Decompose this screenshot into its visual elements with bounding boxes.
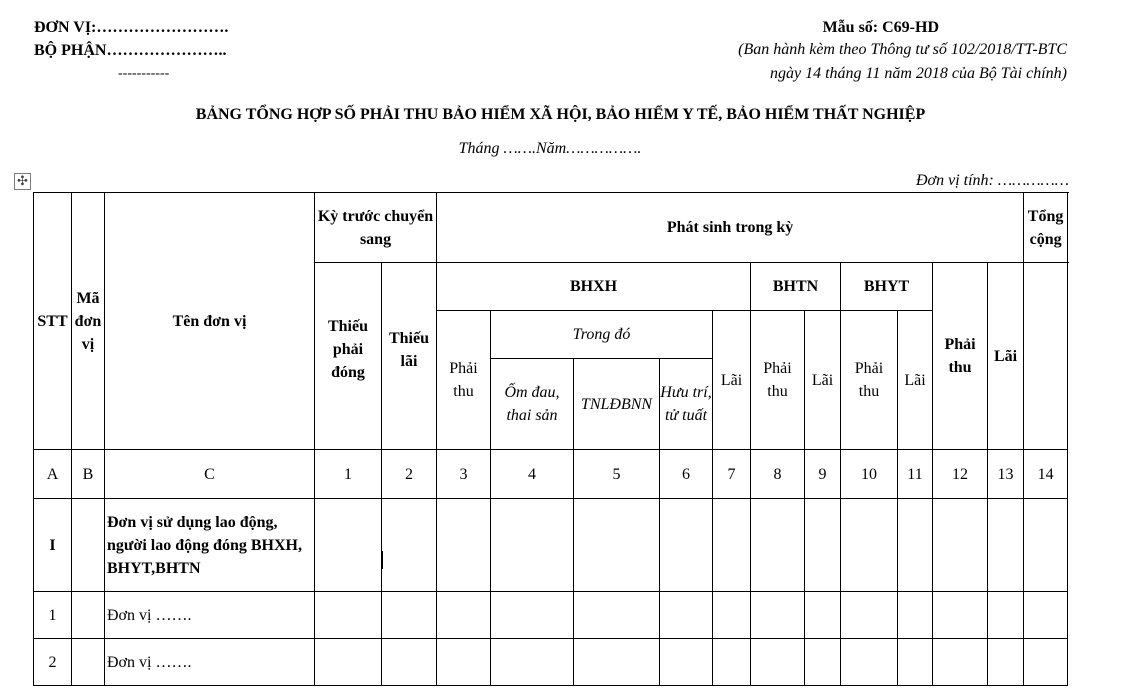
cell[interactable]: [660, 639, 713, 686]
header-total-receivable: Phải thu: [933, 263, 988, 450]
col-code: 3: [437, 450, 491, 499]
col-code: B: [72, 450, 105, 499]
unit-of-measure: Đơn vị tính: ……………: [916, 172, 1069, 189]
row-stt: I: [34, 499, 72, 592]
cell[interactable]: [841, 499, 898, 592]
header-unit-code: Mã đơn vị: [72, 193, 105, 450]
issued-note-line-2: ngày 14 tháng 11 năm 2018 của Bộ Tài chính): [769, 65, 1067, 82]
issued-note-line-1: (Ban hành kèm theo Thông tư số 102/2018/TT-BTC: [738, 41, 1067, 58]
cell[interactable]: [933, 639, 988, 686]
header-stt: STT: [34, 193, 72, 450]
header-sickness-maternity: Ốm đau, thai sản: [491, 359, 574, 450]
document-title: BẢNG TỔNG HỢP SỐ PHẢI THU BẢO HIỂM XÃ HỘI, BẢO HIỂM Y TẾ, BẢO HIỂM THẤT NGHIỆP: [195, 106, 926, 123]
col-code: 10: [841, 450, 898, 499]
header-of-which: Trong đó: [491, 311, 713, 359]
form-number: Mẫu số: C69-HD: [822, 19, 939, 36]
row-unit-code[interactable]: [72, 592, 105, 639]
header-prior-period: Kỳ trước chuyển sang: [315, 193, 437, 263]
col-code: 4: [491, 450, 574, 499]
cell[interactable]: [315, 499, 382, 592]
cell[interactable]: [841, 639, 898, 686]
cell[interactable]: [382, 499, 437, 592]
cell[interactable]: [988, 639, 1024, 686]
table-row: [34, 499, 1068, 592]
summary-table: [33, 192, 1068, 686]
cell[interactable]: [751, 639, 805, 686]
period-line: Tháng …….Năm…………….: [458, 140, 642, 157]
cell[interactable]: [491, 592, 574, 639]
cell[interactable]: [713, 499, 751, 592]
cell[interactable]: [574, 592, 660, 639]
header-total-interest: Lãi: [988, 263, 1024, 450]
cell[interactable]: [713, 639, 751, 686]
cell[interactable]: [491, 639, 574, 686]
cell[interactable]: [1024, 592, 1068, 639]
cell[interactable]: [491, 499, 574, 592]
col-code: A: [34, 450, 72, 499]
col-code: 13: [988, 450, 1024, 499]
header-retirement-survivorship: Hưu trí, tử tuất: [660, 359, 713, 450]
col-code: 8: [751, 450, 805, 499]
col-code: 12: [933, 450, 988, 499]
department-label: BỘ PHẬN…………………..: [34, 42, 227, 59]
cell[interactable]: [437, 592, 491, 639]
header-short-interest: Thiếu lãi: [382, 263, 437, 450]
header-bhyt-interest: Lãi: [898, 311, 933, 450]
cell[interactable]: [382, 592, 437, 639]
header-bhyt-receivable: Phải thu: [841, 311, 898, 450]
cell[interactable]: [988, 592, 1024, 639]
cell[interactable]: [437, 499, 491, 592]
cell[interactable]: [751, 499, 805, 592]
text-cursor: [382, 551, 383, 569]
cell[interactable]: [988, 499, 1024, 592]
header-bhxh-receivable: Phải thu: [437, 311, 491, 450]
row-stt: 2: [34, 639, 72, 686]
cell[interactable]: [315, 639, 382, 686]
col-code: 14: [1024, 450, 1068, 499]
header-bhyt: BHYT: [841, 263, 933, 311]
cell[interactable]: [713, 592, 751, 639]
cell[interactable]: [660, 499, 713, 592]
header-unit-name: Tên đơn vị: [105, 193, 315, 450]
header-bhxh-interest: Lãi: [713, 311, 751, 450]
col-code: 9: [805, 450, 841, 499]
header-bhtn-receivable: Phải thu: [751, 311, 805, 450]
unit-label: ĐƠN VỊ:…………………….: [34, 19, 229, 36]
cell[interactable]: [933, 592, 988, 639]
row-unit-name: Đơn vị …….: [105, 592, 315, 639]
header-bhxh: BHXH: [437, 263, 751, 311]
header-total: Tổng cộng: [1024, 193, 1068, 263]
cell[interactable]: [315, 592, 382, 639]
dash-separator: -----------: [118, 66, 170, 81]
cell[interactable]: [574, 639, 660, 686]
cell[interactable]: [898, 639, 933, 686]
cell[interactable]: [805, 639, 841, 686]
col-code: 6: [660, 450, 713, 499]
cell[interactable]: [1024, 499, 1068, 592]
cell[interactable]: [660, 592, 713, 639]
header-accident-occupational: TNLĐBNN: [574, 359, 660, 450]
cell[interactable]: [933, 499, 988, 592]
header-bhtn: BHTN: [751, 263, 841, 311]
header-short-payment: Thiếu phải đóng: [315, 263, 382, 450]
col-code: C: [105, 450, 315, 499]
col-code: 11: [898, 450, 933, 499]
cell[interactable]: [805, 499, 841, 592]
row-unit-name: Đơn vị sử dụng lao động, người lao động đóng BHXH, BHYT,BHTN: [105, 499, 315, 592]
row-unit-name: Đơn vị …….: [105, 639, 315, 686]
row-unit-code[interactable]: [72, 639, 105, 686]
cell[interactable]: [805, 592, 841, 639]
cell[interactable]: [751, 592, 805, 639]
table-row: [34, 639, 1068, 686]
cell[interactable]: [1024, 639, 1068, 686]
move-icon[interactable]: ✣: [14, 173, 31, 190]
cell[interactable]: [437, 639, 491, 686]
cell[interactable]: [898, 499, 933, 592]
row-unit-code[interactable]: [72, 499, 105, 592]
col-code: 2: [382, 450, 437, 499]
cell[interactable]: [898, 592, 933, 639]
cell[interactable]: [841, 592, 898, 639]
col-code: 5: [574, 450, 660, 499]
cell[interactable]: [574, 499, 660, 592]
col-code: 7: [713, 450, 751, 499]
cell[interactable]: [382, 639, 437, 686]
col-code: 1: [315, 450, 382, 499]
header-arising-in-period: Phát sinh trong kỳ: [437, 193, 1024, 263]
header-bhtn-interest: Lãi: [805, 311, 841, 450]
table-row: [34, 592, 1068, 639]
row-stt: 1: [34, 592, 72, 639]
